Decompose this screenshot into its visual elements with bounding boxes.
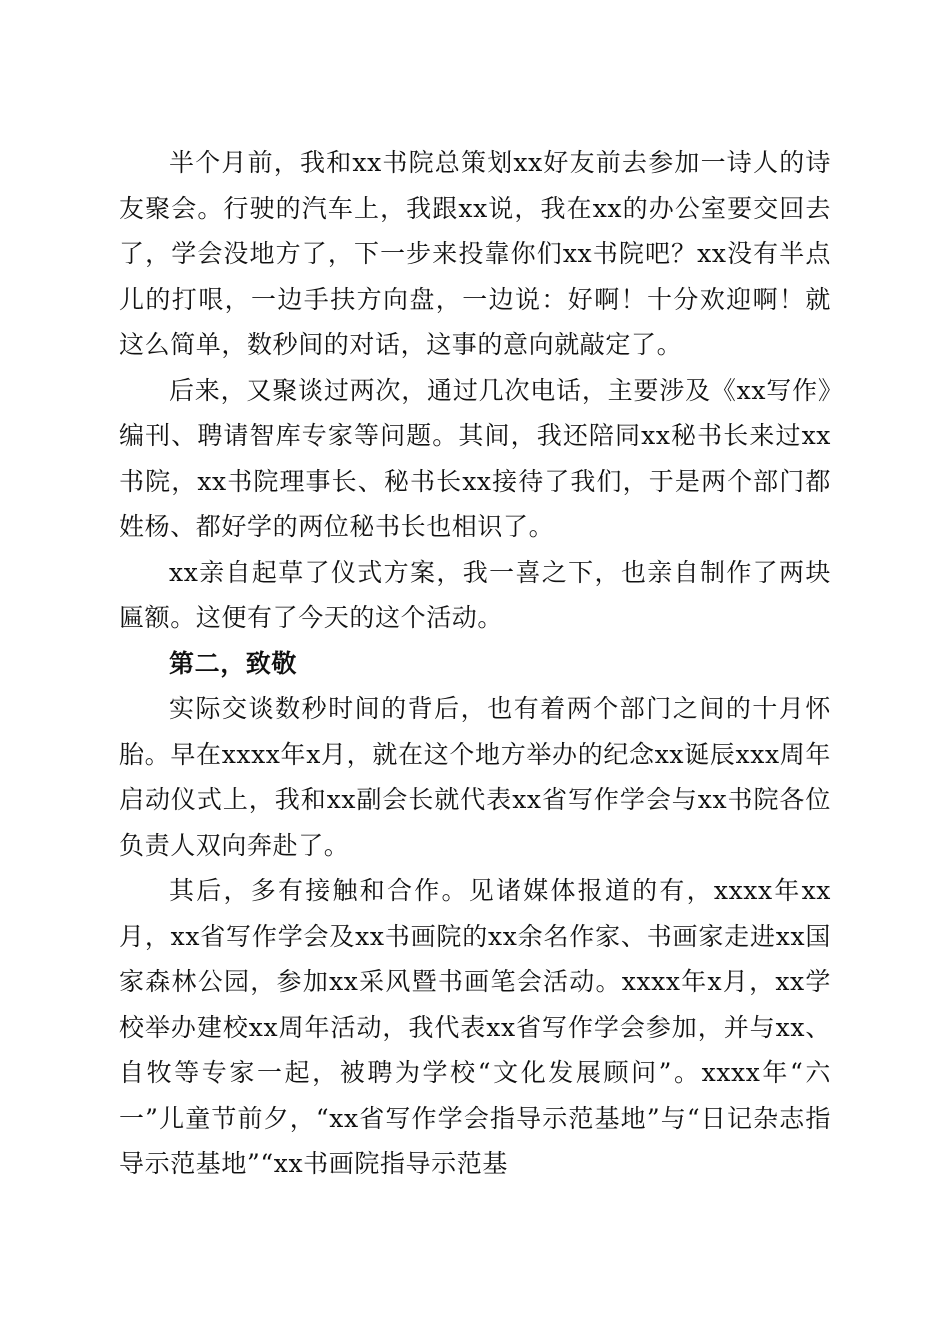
paragraph-5: 其后，多有接触和合作。见诸媒体报道的有，xxxx年xx月，xx省写作学会及xx书画院的xx余名作家、书画家走进xx国家森林公园，参加xx采风暨书画笔会活动。xxxx年x月，xx学校举办建校xx周年活动，我代表xx省写作学会参加，并与xx、自牧等专家一起，被聘为学校“文化发展顾问”。xxxx年“六一”儿童节前夕，“xx省写作学会指导示范基地”与“日记杂志指导示范基地”“xx书画院指导示范基 — [119, 876, 831, 1178]
paragraph-4: 实际交谈数秒时间的背后，也有着两个部门之间的十月怀胎。早在xxxx年x月，就在这个地方举办的纪念xx诞辰xxx周年启动仪式上，我和xx副会长就代表xx省写作学会与xx书院各位负责人双向奔赴了。 — [119, 694, 831, 860]
paragraph-1: 半个月前，我和xx书院总策划xx好友前去参加一诗人的诗友聚会。行驶的汽车上，我跟xx说，我在xx的办公室要交回去了，学会没地方了，下一步来投靠你们xx书院吧？xx没有半点儿的打哏，一边手扶方向盘，一边说：好啊！十分欢迎啊！就这么简单，数秒间的对话，这事的意向就敲定了。 — [119, 148, 831, 359]
paragraph-2: 后来，又聚谈过两次，通过几次电话，主要涉及《xx写作》编刊、聘请智库专家等问题。其间，我还陪同xx秘书长来过xx书院，xx书院理事长、秘书长xx接待了我们，于是两个部门都姓杨、都好学的两位秘书长也相识了。 — [119, 375, 831, 541]
paragraph-3: xx亲自起草了仪式方案，我一喜之下，也亲自制作了两块匾额。这便有了今天的这个活动。 — [119, 557, 831, 632]
document-body — [119, 140, 831, 1187]
section-heading: 第二，致敬 — [169, 648, 298, 678]
